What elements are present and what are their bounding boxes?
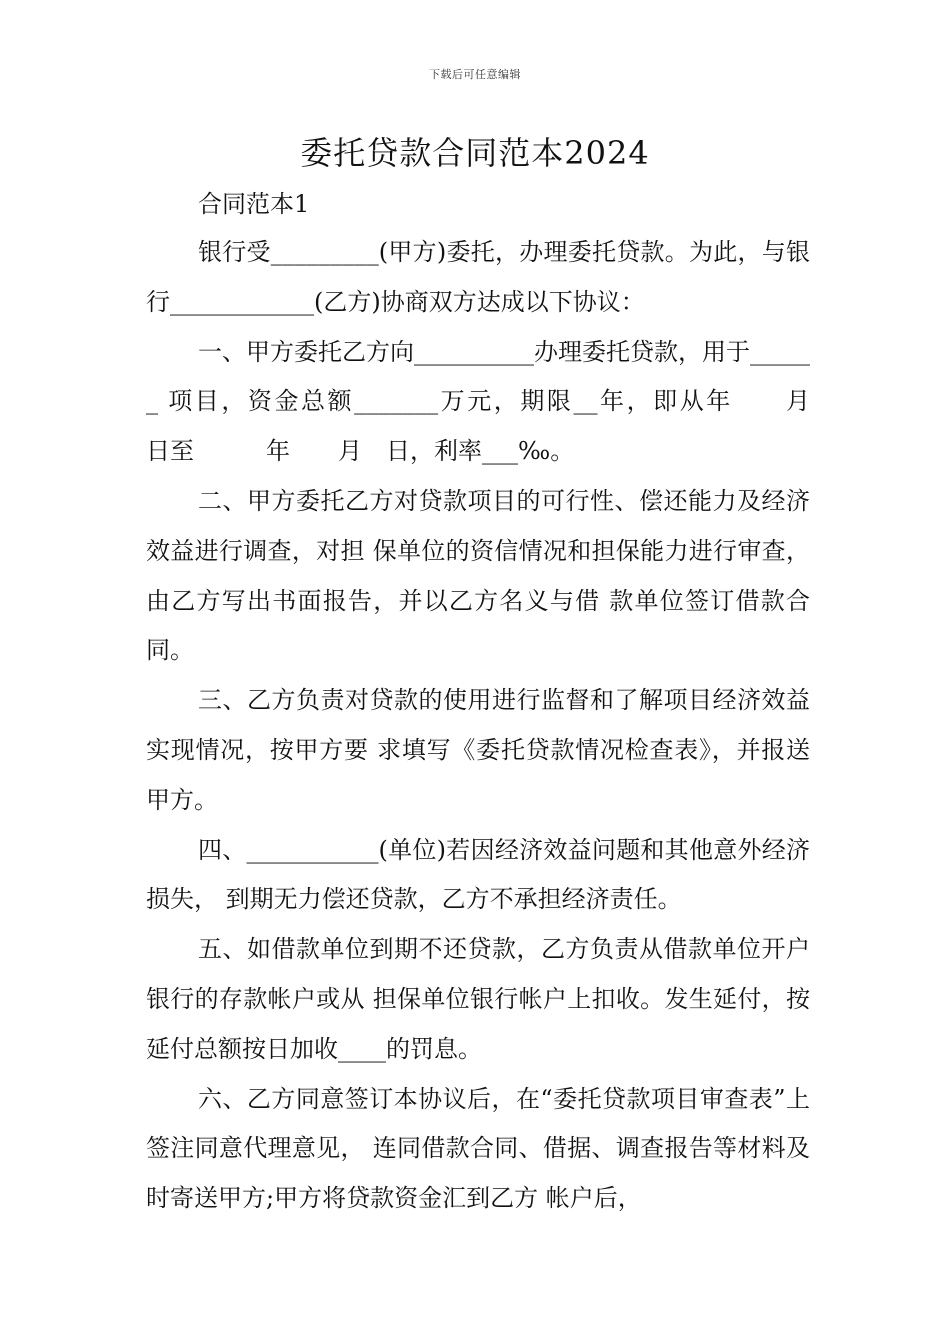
paragraph-clause-2: 二、甲方委托乙方对贷款项目的可行性、偿还能力及经济效益进行调查，对担 保单位的资信情况和担保能力进行审查，由乙方写出书面报告，并以乙方名义与借 款单位签订借款合同。 — [146, 486, 810, 665]
paragraph-clause-3: 三、乙方负责对贷款的使用进行监督和了解项目经济效益实现情况，按甲方要 求填写《委托贷款情况检查表》，并报送甲方。 — [146, 686, 810, 814]
paragraph-clause-1: 一、甲方委托乙方向__________办理委托贷款，用于______ 项目，资金总额_______万元，期限__年，即从年 月 日至 年 月 日，利率___‰。 — [146, 337, 858, 466]
paragraph-clause-4: 四、___________(单位)若因经济效益问题和其他意外经济损失， 到期无力偿还贷款，乙方不承担经济责任。 — [146, 835, 810, 914]
document-title: 委托贷款合同范本2024 — [300, 134, 650, 172]
paragraph-clause-5: 五、如借款单位到期不还贷款，乙方负责从借款单位开户银行的存款帐户或从 担保单位银行帐户上扣收。发生延付，按延付总额按日加收____的罚息。 — [146, 935, 810, 1063]
paragraph-clause-6: 六、乙方同意签订本协议后，在“委托贷款项目审查表”上签注同意代理意见， 连同借款合同、借据、调查报告等材料及时寄送甲方;甲方将贷款资金汇到乙方 帐户后， — [146, 1084, 810, 1213]
paragraph-intro: 银行受_________(甲方)委托，办理委托贷款。为此，与银行____________(乙方)协商双方达成以下协议： — [146, 238, 810, 316]
contract-subtitle: 合同范本1 — [198, 190, 310, 218]
contract-body — [146, 228, 858, 1224]
header-note: 下载后可任意编辑 — [429, 68, 521, 81]
